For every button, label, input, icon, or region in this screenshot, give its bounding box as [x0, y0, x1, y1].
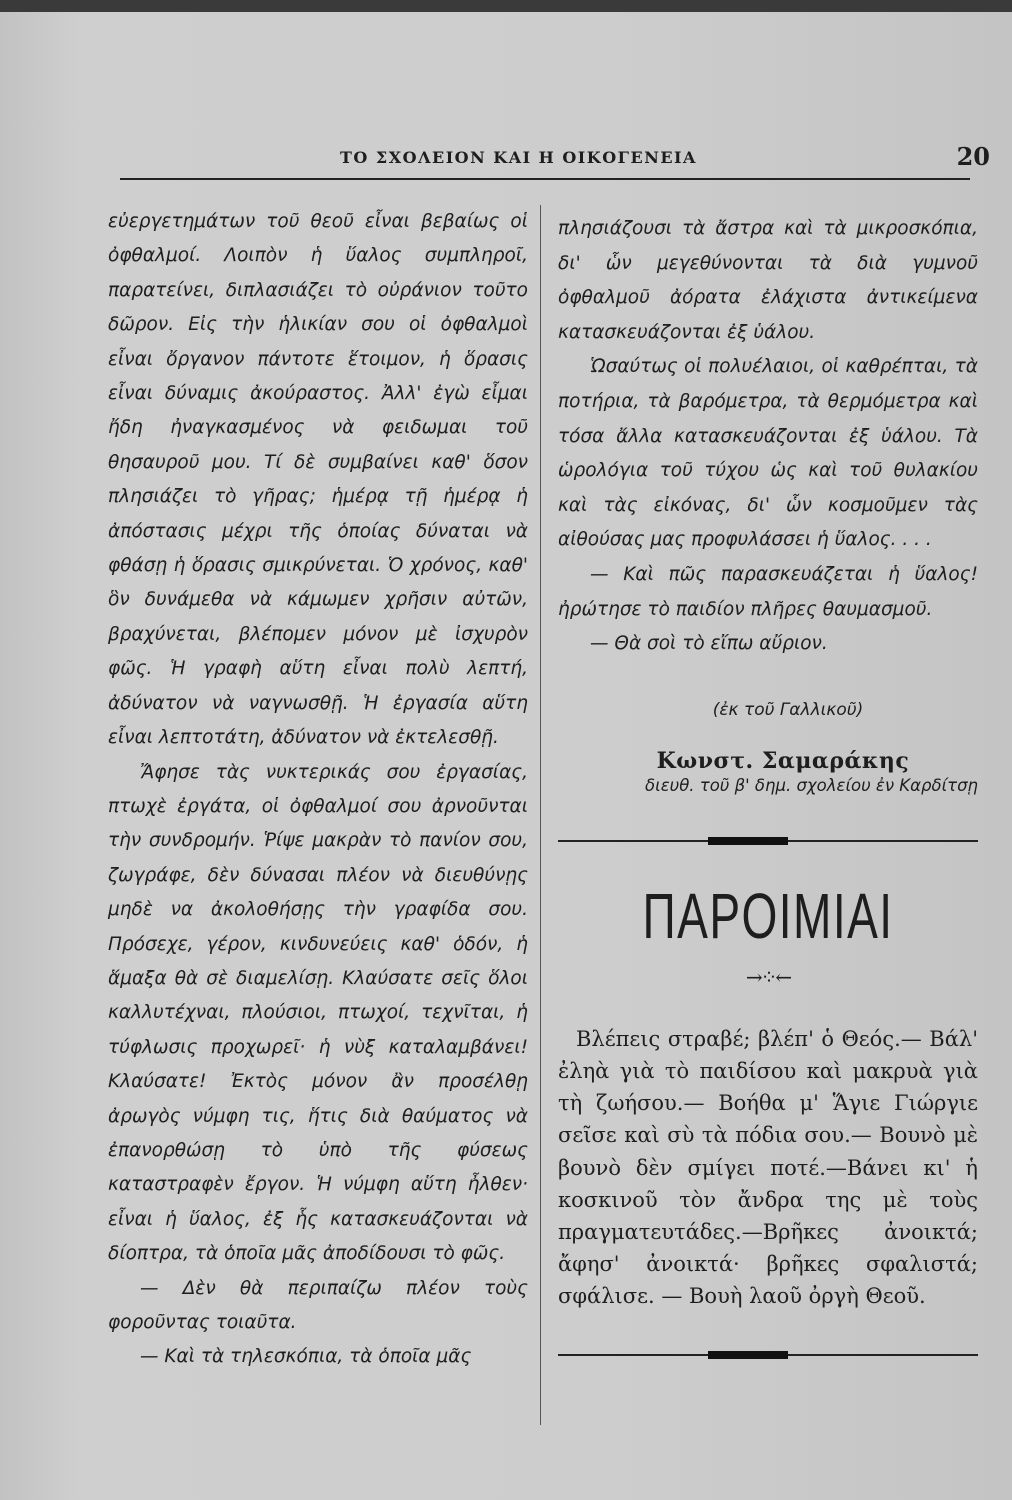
running-header	[120, 142, 990, 174]
header-rule	[120, 178, 970, 180]
right-paragraph-3: — Καὶ πῶς παρασκευάζεται ἡ ὕαλος! ἠρώτησε τὸ παιδίον πλῆρες θαυμασμοῦ.	[558, 563, 978, 620]
divider-block	[708, 1351, 788, 1359]
page-number: 20	[956, 142, 990, 171]
left-paragraph-1: εὐεργετημάτων τοῦ θεοῦ εἶναι βεβαίως οἱ ὀφθαλμοί. Λοιπὸν ἡ ὕαλος συμπληροῖ, παρατείνει, διπλασιάζει τὸ οὐράνιον τοῦτο δῶρον. Εἰς τὴν ἡλικίαν σου οἱ ὀφθαλμοὶ εἶναι ὄργανον πάντοτε ἕτοιμον, ἡ ὅρασις εἶναι δύναμις ἀκούραστος. Ἀλλ' ἐγὼ εἶμαι ἤδη ἠναγκασμένος νὰ φειδωμαι τοῦ θησαυροῦ μου. Τί δὲ συμβαίνει καθ' ὅσον πλησιάζει τὸ γῆρας; ἡμέρᾳ τῇ ἡμέρᾳ ἡ ἀπόστασις μέχρι τῆς ὁποίας δύναται νὰ φθάσῃ ἡ ὅρασις σμικρύνεται. Ὁ χρόνος, καθ' ὃν δυνάμεθα νὰ κάμωμεν χρῆσιν αὐτῶν, βραχύνεται, βλέπομεν μόνον μὲ ἰσχυρὸν φῶς. Ἡ γραφὴ αὕτη εἶναι πολὺ λεπτή, ἀδύνατον νὰ ναγνωσθῇ. Ἡ ἐργασία αὕτη εἶναι λεπτοτάτη, ἀδύνατον νὰ ἐκτελεσθῇ.	[108, 211, 528, 749]
right-column	[558, 212, 978, 1359]
section-heading-wrap	[558, 881, 978, 951]
source-note: (ἐκ τοῦ Γαλλικοῦ)	[712, 699, 864, 720]
right-paragraph-4: — Θὰ σοὶ τὸ εἴπω αὔριον.	[590, 633, 828, 655]
column-divider	[540, 205, 541, 1425]
author-title: διευθ. τοῦ β' δημ. σχολείου ἐν Καρδίτσῃ	[645, 775, 978, 795]
ornament-icon: →⁘←	[745, 964, 791, 989]
page-top-edge	[0, 0, 1012, 12]
section-divider-bottom	[558, 1351, 978, 1359]
section-divider-top	[558, 837, 978, 845]
proverbs-text: Βλέπεις στραβέ; βλέπ' ὁ Θεός.— Βάλ' ἐληὰ γιὰ τὸ παιδίσου καὶ μακρυὰ γιὰ τὴ ζωήσου.— Βοήθα μ' Ἅγιε Γιώργιε σεῖσε καὶ σὺ τὰ πόδια σου.— Βουνὸ μὲ βουνὸ δὲν σμίγει ποτέ.—Βάνει κι' ἡ κοσκινοῦ τὸν ἄνδρα της μὲ τοὺς πραγματευτάδες.—Βρῆκες ἀνοικτά; ἄφησ' ἀνοικτά· βρῆκες σφαλιστά; σφάλισε. — Βουὴ λαοῦ ὀργὴ Θεοῦ.	[558, 1026, 978, 1309]
divider-block	[708, 837, 788, 845]
left-paragraph-4: — Καὶ τὰ τηλεσκόπια, τὰ ὁποῖα μᾶς	[140, 1346, 472, 1368]
section-title: ΠΑΡΟΙΜΙΑΙ	[642, 879, 894, 952]
author-name: Κωνστ. Σαμαράκης	[656, 747, 910, 774]
left-column	[108, 205, 528, 1375]
left-paragraph-3: — Δὲν θὰ περιπαίζω πλέον τοὺς φοροῦντας τοιαῦτα.	[108, 1277, 528, 1333]
left-paragraph-2: Ἄφησε τὰς νυκτερικάς σου ἐργασίας, πτωχὲ ἐργάτα, οἱ ὀφθαλμοί σου ἀρνοῦνται τὴν συνδρομήν. Ῥίψε μακρὰν τὸ πανίον σου, ζωγράφε, δὲν δύνασαι πλέον νὰ διευθύνῃς μηδὲ να ἀκολοθήσῃς τὴν γραφίδα σου. Πρόσεχε, γέρον, κινδυνεύεις καθ' ὁδόν, ἡ ἅμαξα θὰ σὲ διαμελίσῃ. Κλαύσατε σεῖς ὅλοι καλλυτέχναι, πλούσιοι, πτωχοί, τεχνῖται, ἡ τύφλωσις προχωρεῖ· ἡ νὺξ καταλαμβάνει! Κλαύσατε! Ἐκτὸς μόνον ἂν προσέλθῃ ἀρωγὸς νύμφη τις, ἥτις διὰ θαύματος νὰ ἐπανορθώσῃ τὸ ὑπὸ τῆς φύσεως καταστραφὲν ἔργον. Ἡ νύμφη αὕτη ἦλθεν· εἶναι ἡ ὕαλος, ἐξ ἧς κατασκευάζονται νὰ δίοπτρα, τὰ ὁποῖα μᾶς ἀποδίδουσι τὸ φῶς.	[108, 761, 528, 1265]
right-paragraph-2: Ὡσαύτως οἱ πολυέλαιοι, οἱ καθρέπται, τὰ ποτήρια, τὰ βαρόμετρα, τὰ θερμόμετρα καὶ τόσα ἄλλα κατασκευάζονται ἐξ ὑάλου. Τὰ ὡρολόγια τοῦ τύχου ὡς καὶ τοῦ θυλακίου καὶ τὰς εἰκόνας, δι' ὧν κοσμοῦμεν τὰς αἰθούσας μας προφυλάσσει ἡ ὕαλος. . . .	[558, 356, 978, 551]
journal-title: ΤΟ ΣΧΟΛΕΙΟΝ ΚΑΙ Η ΟΙΚΟΓΕΝΕΙΑ	[340, 148, 697, 167]
right-paragraph-1: πλησιάζουσι τὰ ἄστρα καὶ τὰ μικροσκόπια, δι' ὧν μεγεθύνονται τὰ διὰ γυμνοῦ ὀφθαλμοῦ ἀόρατα ἐλάχιστα ἀντικείμενα κατασκευάζονται ἐξ ὑάλου.	[558, 218, 978, 343]
